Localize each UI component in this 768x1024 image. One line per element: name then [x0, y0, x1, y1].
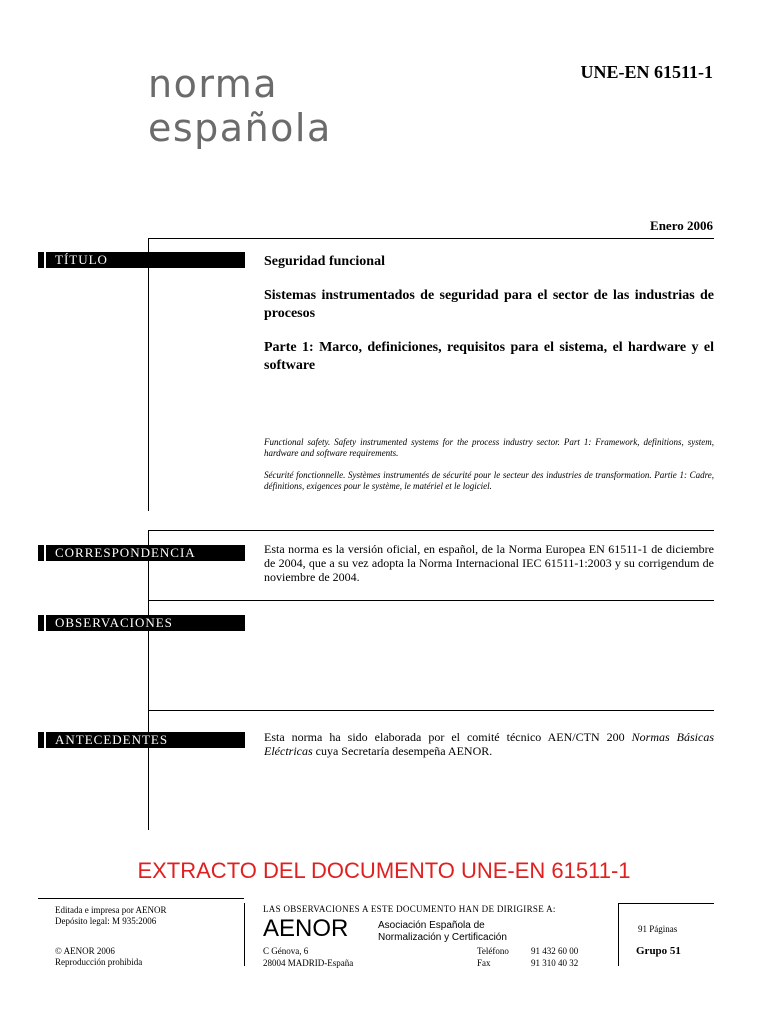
standard-subtitle: Sistemas instrumentados de seguridad para el sector de las industrias de procesos — [264, 288, 714, 321]
antecedentes-text-end: cuya Secretaría desempeña AENOR. — [312, 744, 493, 758]
aenor-full-name — [378, 920, 507, 944]
section-divider — [148, 530, 714, 531]
section-vertical-rule — [148, 710, 149, 830]
correspondencia-content — [264, 542, 714, 584]
footer-rule-right — [618, 903, 714, 904]
standard-part: Parte 1: Marco, definiciones, requisitos para el sistema, el hardware y el software — [264, 340, 714, 373]
committee-name: Normas Básicas Eléctricas — [264, 730, 715, 758]
org-name-line2: Normalización y Certificación — [378, 932, 507, 943]
edited-by: Editada e impresa por AENOR — [55, 905, 167, 915]
fax-number: 91 310 40 32 — [531, 958, 579, 968]
org-name-line1: Asociación Española de — [378, 920, 485, 931]
address-city: 28004 MADRID-España — [263, 958, 354, 968]
fax-label: Fax — [477, 958, 491, 968]
section-vertical-rule — [148, 238, 149, 511]
section-divider — [148, 238, 714, 239]
section-label-titulo: TÍTULO — [38, 252, 245, 268]
correspondencia-text: Esta norma es la versión oficial, en español, de la Norma Europea EN 61511-1 de diciembre de 2004, que a su vez adopta la Norma Internacional IEC 61511-1:2003 y su corrigendum de noviembre de 2004. — [264, 542, 714, 584]
address-street: C Génova, 6 — [263, 946, 309, 956]
section-divider — [148, 600, 714, 601]
antecedentes-text — [264, 730, 714, 758]
publication-date: Enero 2006 — [650, 218, 713, 233]
copyright: © AENOR 2006 — [55, 946, 115, 956]
footer-vertical-rule-right — [618, 903, 619, 966]
brand-norma: norma — [148, 62, 279, 106]
page-count: 91 Páginas — [638, 924, 678, 934]
brand-espanola: española — [148, 106, 332, 150]
reproduction-notice: Reproducción prohibida — [55, 957, 143, 967]
phone-label: Teléfono — [477, 946, 509, 956]
antecedentes-text-start: Esta norma ha sido elaborada por el comité técnico AEN/CTN 200 — [264, 730, 632, 744]
footer-rule-left — [38, 898, 244, 899]
english-title: Functional safety. Safety instrumented systems for the process industry sector. Part 1: Framework, definitions, system, hardware and software requirements. — [264, 437, 714, 458]
aenor-logo: AENOR — [263, 915, 349, 942]
antecedentes-content — [264, 730, 714, 758]
titulo-content — [264, 253, 714, 492]
footer-vertical-rule — [244, 903, 245, 966]
section-label-observaciones: OBSERVACIONES — [38, 615, 245, 631]
section-vertical-rule — [148, 530, 149, 600]
french-title: Sécurité fonctionnelle. Systèmes instrumentés de sécurité pour le secteur des industries de transformation. Partie 1: Cadre, définitions, exigences pour le système, le matériel et le logiciel. — [264, 470, 714, 491]
extract-notice: EXTRACTO DEL DOCUMENTO UNE-EN 61511-1 — [137, 858, 631, 883]
document-number: UNE-EN 61511-1 — [580, 62, 713, 82]
price-group: Grupo 51 — [636, 945, 681, 957]
section-label-antecedentes: ANTECEDENTES — [38, 732, 245, 748]
observations-notice: LAS OBSERVACIONES A ESTE DOCUMENTO HAN DE DIRIGIRSE A: — [263, 904, 556, 914]
phone-number: 91 432 60 00 — [531, 946, 579, 956]
standard-title: Seguridad funcional — [264, 254, 385, 269]
section-divider — [148, 710, 714, 711]
section-label-correspondencia: CORRESPONDENCIA — [38, 545, 245, 561]
legal-deposit: Depósito legal: M 935:2006 — [55, 916, 157, 926]
